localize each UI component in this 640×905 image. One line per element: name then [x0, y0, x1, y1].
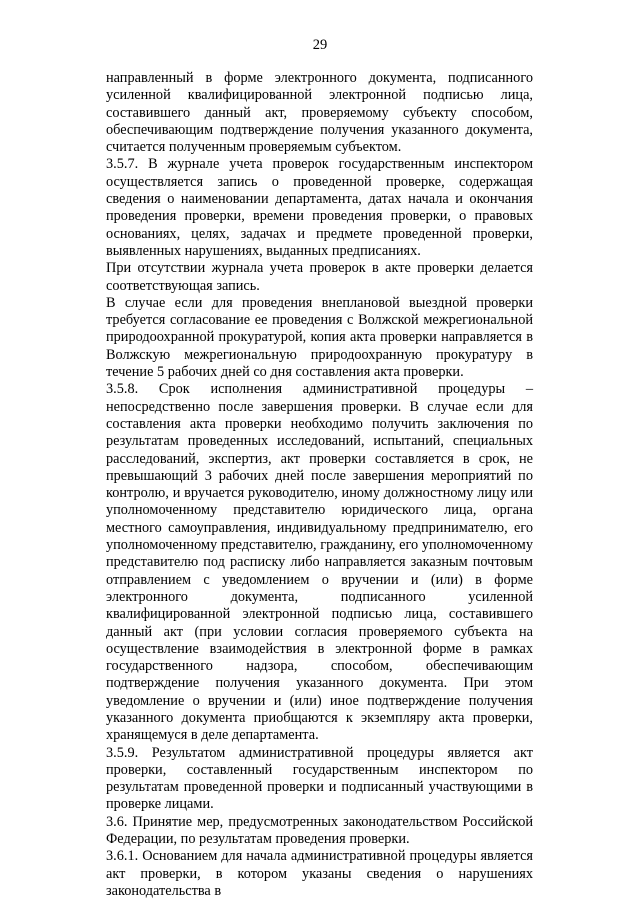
paragraph-prosecutor-copy: В случае если для проведения внеплановой выездной проверки требуется согласование ее проведения с Волжской межрегиональной природоохранной прокуратурой, копия акта проверки направляется в Волжскую межрегиональную природоохранную прокуратуру в течение 5 рабочих дней со дня составления акта проверки. [106, 294, 533, 381]
document-body [106, 70, 533, 900]
paragraph-3-5-8: 3.5.8. Срок исполнения административной процедуры – непосредственно после завершения проверки. В случае если для составления акта проверки необходимо получить заключения по результатам проведенных исследований, испытаний, специальных расследований, экспертиз, акт проверки составляется в срок, не превышающий 3 рабочих дней после завершения мероприятий по контролю, и вручается руководителю, иному должностному лицу или уполномоченному представителю юридического лица, органа местного самоуправления, индивидуальному предпринимателю, его уполномоченному представителю, гражданину, его уполномоченному представителю под расписку либо направляется заказным почтовым отправлением с уведомлением о вручении и (или) в форме электронного документа, подписанного усиленной квалифицированной электронной подписью лица, составившего данный акт (при условии согласия проверяемого субъекта на осуществление взаимодействия в электронной форме в рамках государственного надзора, способом, обеспечивающим подтверждение получения указанного документа. При этом уведомление о вручении и (или) иное подтверждение получения указанного документа приобщаются к экземпляру акта проверки, хранящемуся в деле департамента. [106, 381, 533, 744]
paragraph-3-5-7: 3.5.7. В журнале учета проверок государственным инспектором осуществляется запись о проведенной проверке, содержащая сведения о наименовании департамента, датах начала и окончания проведения проверки, времени проведения проверки, о правовых основаниях, целях, задачах и предмете проведенной проверки, выявленных нарушениях, выданных предписаниях. [106, 156, 533, 259]
paragraph-continuation: направленный в форме электронного документа, подписанного усиленной квалифицированной электронной подписью лица, составившего данный акт, проверяемому субъекту способом, обеспечивающим подтверждение получения указанного документа, считается полученным проверяемым субъектом. [106, 70, 533, 156]
paragraph-3-6-1: 3.6.1. Основанием для начала административной процедуры является акт проверки, в котором указаны сведения о нарушениях законодательства в [106, 848, 533, 899]
paragraph-no-journal: При отсутствии журнала учета проверок в акте проверки делается соответствующая запись. [106, 260, 533, 294]
paragraph-3-5-9: 3.5.9. Результатом административной процедуры является акт проверки, составленный государственным инспектором по результатам проведенной проверки и подписанный участвующими в проверке лицами. [106, 744, 533, 813]
paragraph-3-6: 3.6. Принятие мер, предусмотренных законодательством Российской Федерации, по результатам проведения проверки. [106, 813, 533, 848]
page-number: 29 [312, 37, 328, 53]
